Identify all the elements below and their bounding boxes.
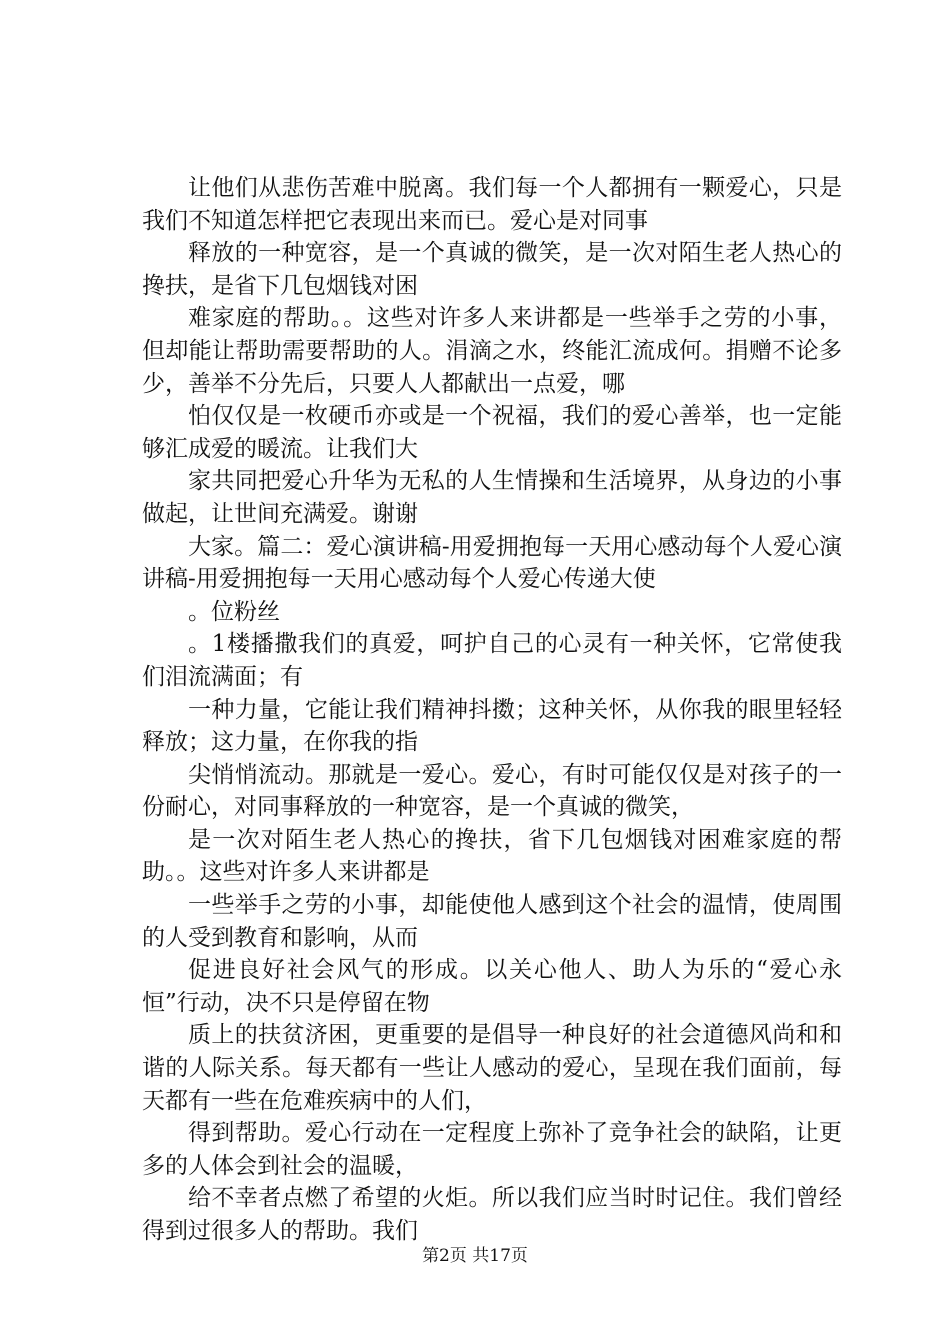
paragraph: 家共同把爱心升华为无私的人生情操和生活境界，从身边的小事做起，让世间充满爱。谢谢 xyxy=(142,468,842,527)
paragraph: 尖悄悄流动。那就是一爱心。爱心，有时可能仅仅是对孩子的一份耐心，对同事释放的一种宽容，是一个真诚的微笑， xyxy=(142,761,842,821)
body-text xyxy=(142,172,842,1248)
paragraph: 得到帮助。爱心行动在一定程度上弥补了竞争社会的缺陷，让更多的人体会到社会的温暖， xyxy=(142,1120,842,1179)
page-number-label: 第2页 共17页 xyxy=(422,1246,528,1266)
paragraph: 。位粉丝 xyxy=(188,598,280,625)
paragraph: 一种力量，它能让我们精神抖擞；这种关怀，从你我的眼里轻轻释放；这力量，在你我的指 xyxy=(142,696,842,756)
paragraph: 一些举手之劳的小事，却能使他人感到这个社会的温情，使周围的人受到教育和影响，从而 xyxy=(142,892,842,951)
paragraph: 促进良好社会风气的形成。以关心他人、助人为乐的“爱心永恒”行动，决不只是停留在物 xyxy=(142,957,842,1016)
paragraph: 难家庭的帮助。。这些对许多人来讲都是一些举手之劳的小事，但却能让帮助需要帮助的人。涓滴之水，终能汇流成何。捐赠不论多少，善举不分先后，只要人人都献出一点爱，哪 xyxy=(142,305,842,397)
paragraph: 让他们从悲伤苦难中脱离。我们每一个人都拥有一颗爱心，只是我们不知道怎样把它表现出来而已。爱心是对同事 xyxy=(142,175,842,234)
paragraph: 大家。篇二：爱心演讲稿-用爱拥抱每一天用心感动每个人爱心演讲稿-用爱拥抱每一天用心感动每个人爱心传递大使 xyxy=(142,533,842,593)
paragraph: 。1楼播撒我们的真爱，呵护自己的心灵有一种关怀，它常使我们泪流满面；有 xyxy=(142,631,842,690)
page-footer xyxy=(0,1241,950,1266)
paragraph: 是一次对陌生老人热心的搀扶，省下几包烟钱对困难家庭的帮助。。这些对许多人来讲都是 xyxy=(142,826,842,886)
paragraph: 给不幸者点燃了希望的火炬。所以我们应当时时记住。我们曾经得到过很多人的帮助。我们 xyxy=(142,1185,842,1244)
paragraph: 质上的扶贫济困，更重要的是倡导一种良好的社会道德风尚和和谐的人际关系。每天都有一些让人感动的爱心，呈现在我们面前，每天都有一些在危难疾病中的人们， xyxy=(142,1022,842,1114)
paragraph: 释放的一种宽容，是一个真诚的微笑，是一次对陌生老人热心的搀扶，是省下几包烟钱对困 xyxy=(142,240,842,299)
paragraph: 怕仅仅是一枚硬币亦或是一个祝福，我们的爱心善举，也一定能够汇成爱的暖流。让我们大 xyxy=(142,403,842,462)
